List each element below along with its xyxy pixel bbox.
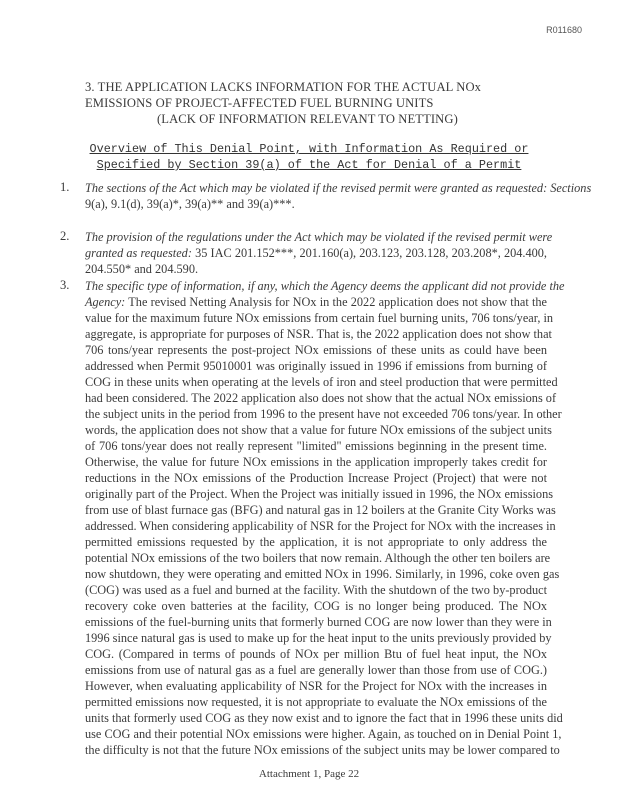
item-number: 1. xyxy=(60,180,70,194)
item-line xyxy=(85,294,547,310)
item-line: use COG and their potential NOx emissions were higher. Again, as touched on in Denial Point 1, xyxy=(85,727,562,741)
page-footer: Attachment 1, Page 22 xyxy=(258,768,360,780)
item-line: reductions in the NOx emissions of the Production Increase Project (Project) that were not xyxy=(85,471,547,485)
item-lead-in: The provision of the regulations under the Act which may be violated if the revised permit were xyxy=(85,230,553,244)
item-line: addressed. When considering applicability of NSR for the Project for NOx with the increases in xyxy=(85,519,556,533)
item-line: words, the application does not show that a value for future NOx emissions of the subject units xyxy=(85,423,552,437)
item-line: emissions from use of natural gas as a fuel are generally lower than those from use of COG.) xyxy=(85,663,547,677)
item-number: 3. xyxy=(60,278,70,292)
item-line: 1996 since natural gas is used to make up for the heat input to the units previously provided by xyxy=(85,631,552,645)
item-line: 706 tons/year represents the post-project NOx emissions of these units as could have been xyxy=(85,343,547,357)
item-line: now shutdown, they were operating and emitted NOx in 1996. Similarly, in 1996, coke oven gas xyxy=(85,567,560,581)
item-line: of 706 tons/year does not really represent "limited" emissions beginning in the present time. xyxy=(85,439,547,453)
document-id: R011680 xyxy=(546,25,582,35)
item-number: 2. xyxy=(60,229,70,243)
item-text: The revised Netting Analysis for NOx in the 2022 application does not show that the xyxy=(125,295,547,309)
item-line xyxy=(85,229,553,245)
item-line xyxy=(85,180,592,196)
item-line: addressed when Permit 95010001 was originally issued in 1996 if emissions from burning of xyxy=(85,359,547,373)
item-line: 204.550* and 204.590. xyxy=(85,262,199,276)
section-heading-line-1: 3. THE APPLICATION LACKS INFORMATION FOR THE ACTUAL NOx xyxy=(85,80,482,94)
item-line: COG. (Compared in terms of pounds of NOx per million Btu of fuel heat input, the NOx xyxy=(85,647,547,661)
item-line: the difficulty is not that the future NOx emissions of the subject units may be lower compared to xyxy=(85,743,560,757)
item-line: COG in these units when operating at the levels of iron and steel production that were permitted xyxy=(85,375,558,389)
item-line: (COG) was used as a fuel and burned at the facility. With the shutdown of the two by-product xyxy=(85,583,547,597)
item-line: value for the maximum future NOx emissions from certain fuel burning units, 706 tons/year, in xyxy=(85,311,554,325)
item-line: from use of blast furnace gas (BFG) and natural gas in 12 boilers at the Granite City Works was xyxy=(85,503,556,517)
item-line: 9(a), 9.1(d), 39(a)*, 39(a)** and 39(a)***. xyxy=(85,197,295,211)
overview-heading-line-1: Overview of This Denial Point, with Information As Required or xyxy=(89,142,529,156)
item-line: originally part of the Project. When the Project was initially issued in 1996, the NOx emissions xyxy=(85,487,554,501)
item-line: aggregate, is appropriate for purposes of NSR. That is, the 2022 application does not show that xyxy=(85,327,552,341)
item-line xyxy=(85,245,547,261)
item-line: Otherwise, the value for future NOx emissions in the application improperly takes credit for xyxy=(85,455,547,469)
item-line xyxy=(85,278,565,294)
item-lead-in: The sections of the Act which may be violated if the revised permit were granted as requested: Sections xyxy=(85,181,592,195)
item-line: units that formerly used COG as they now exist and to ignore the fact that in 1996 these units did xyxy=(85,711,563,725)
overview-heading-line-2: Specified by Section 39(a) of the Act for Denial of a Permit xyxy=(96,158,522,172)
item-line: recovery coke oven batteries at the facility, COG is no longer being produced. The NOx xyxy=(85,599,547,613)
item-line: permitted emissions now requested, it is not appropriate to evaluate the NOx emissions of the xyxy=(85,695,547,709)
item-line: had been considered. The 2022 application also does not show that the actual NOx emissions of xyxy=(85,391,557,405)
regulation-list: 35 IAC 201.152***, 201.160(a), 203.123, 203.128, 203.208*, 204.400, xyxy=(191,246,548,260)
item-line: permitted emissions requested by the application, it is not appropriate to only address the xyxy=(85,535,547,549)
section-heading-line-3: (LACK OF INFORMATION RELEVANT TO NETTING) xyxy=(157,112,458,126)
item-lead-in: The specific type of information, if any, which the Agency deems the applicant did not provide the xyxy=(85,279,565,293)
item-lead-in: Agency: xyxy=(85,295,126,309)
item-line: emissions of the fuel-burning units that formerly burned COG are now lower than they were in xyxy=(85,615,552,629)
section-heading-line-2: EMISSIONS OF PROJECT-AFFECTED FUEL BURNING UNITS xyxy=(85,96,434,110)
item-line: potential NOx emissions of the two boilers that now remain. Although the other ten boilers are xyxy=(85,551,551,565)
item-line: However, when evaluating applicability of NSR for the Project for NOx with the increases in xyxy=(85,679,547,693)
item-lead-in: granted as requested: xyxy=(85,246,192,260)
item-line: the subject units in the period from 1996 to the present have not exceeded 706 tons/year. In other xyxy=(85,407,562,421)
